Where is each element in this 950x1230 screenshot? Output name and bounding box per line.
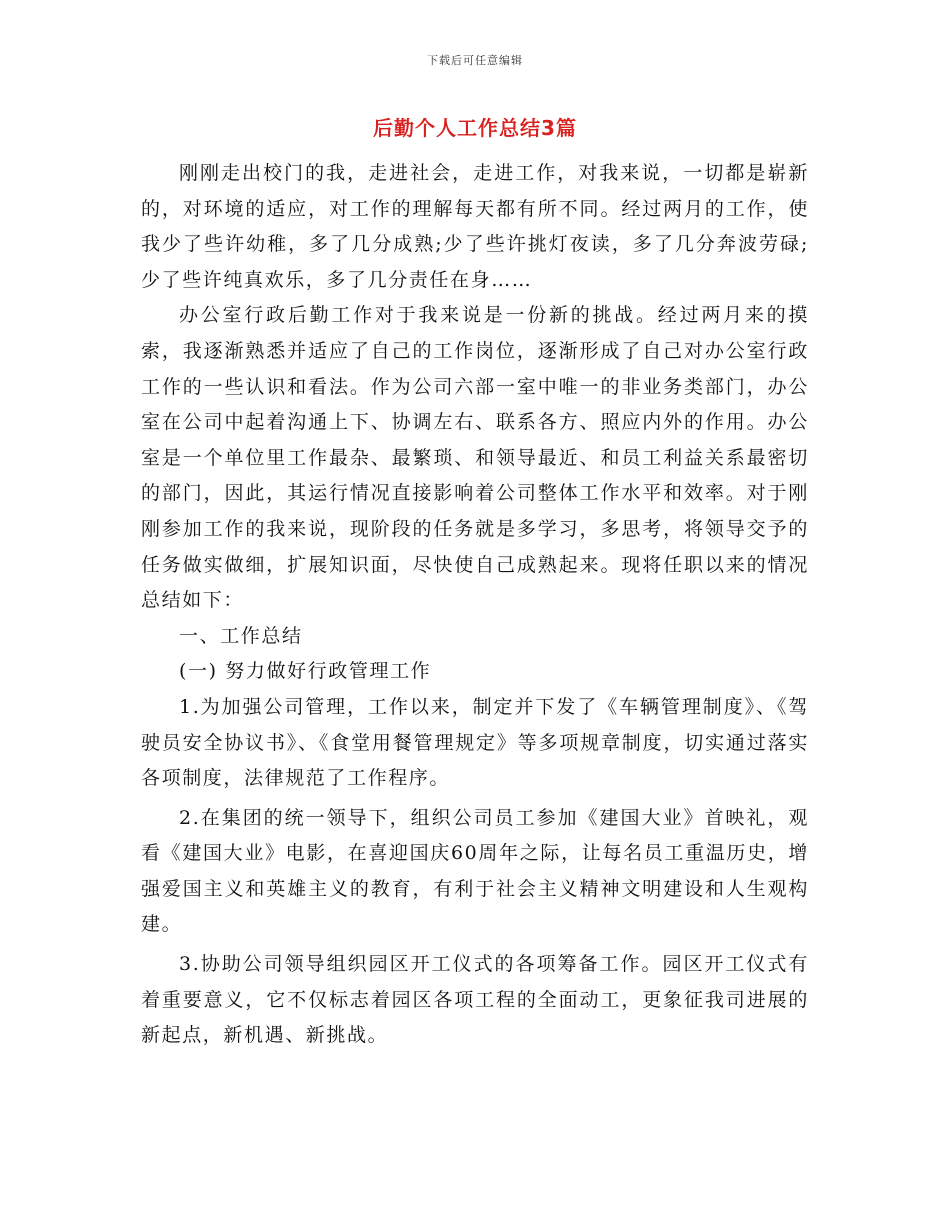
- header-note: 下载后可任意编辑: [427, 54, 523, 67]
- section-heading: 一、工作总结: [179, 624, 303, 647]
- document-body: [141, 156, 809, 1054]
- list-item: 1.为加强公司管理，工作以来，制定并下发了《车辆管理制度》、《驾驶员安全协议书》、《食堂用餐管理规定》等多项规章制度，切实通过落实各项制度，法律规范了工作程序。: [141, 695, 809, 790]
- list-item: 2.在集团的统一领导下，组织公司员工参加《建国大业》首映礼，观看《建国大业》电影，在喜迎国庆60周年之际，让每名员工重温历史，增强爱国主义和英雄主义的教育，有利于社会主义精神文明建设和人生观构建。: [141, 806, 809, 936]
- list-item: 3.协助公司领导组织园区开工仪式的各项筹备工作。园区开工仪式有着重要意义，它不仅标志着园区各项工程的全面动工，更象征我司进展的新起点，新机遇、新挑战。: [141, 953, 809, 1047]
- subsection-heading: (一) 努力做好行政管理工作: [179, 660, 432, 683]
- document-title: 后勤个人工作总结3篇: [373, 116, 577, 140]
- paragraph-office-work: 办公室行政后勤工作对于我来说是一份新的挑战。经过两月来的摸索，我逐渐熟悉并适应了自己的工作岗位，逐渐形成了自己对办公室行政工作的一些认识和看法。作为公司六部一室中唯一的非业务类部门，办公室在公司中起着沟通上下、协调左右、联系各方、照应内外的作用。办公室是一个单位里工作最杂、最繁琐、和领导最近、和员工利益关系最密切的部门，因此，其运行情况直接影响着公司整体工作水平和效率。对于刚刚参加工作的我来说，现阶段的任务就是多学习，多思考，将领导交予的任务做实做细，扩展知识面，尽快使自己成熟起来。现将任职以来的情况总结如下：: [141, 304, 809, 612]
- paragraph-intro: 刚刚走出校门的我，走进社会，走进工作，对我来说，一切都是崭新的，对环境的适应，对工作的理解每天都有所不同。经过两月的工作，使我少了些许幼稚，多了几分成熟;少了些许挑灯夜读，多了几分奔波劳碌;少了些许纯真欢乐，多了几分责任在身……: [141, 162, 809, 291]
